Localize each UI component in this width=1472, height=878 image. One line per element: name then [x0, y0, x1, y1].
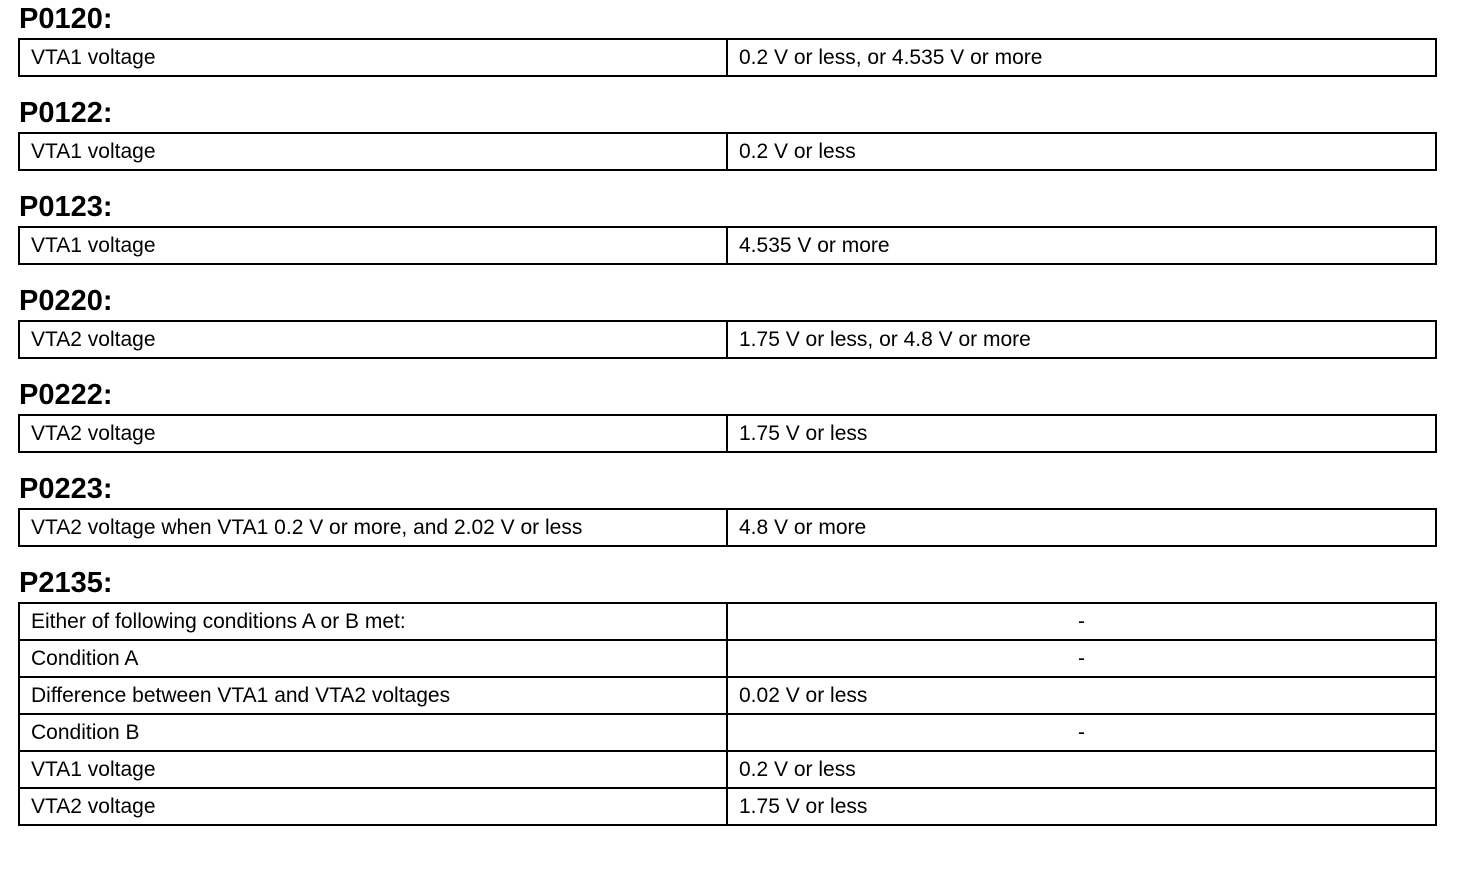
threshold-cell: 1.75 V or less — [727, 415, 1436, 452]
dtc-condition-table — [18, 320, 1437, 359]
dtc-code-heading: P0120: — [19, 3, 113, 35]
condition-cell: VTA1 voltage — [19, 227, 727, 264]
table-row — [19, 509, 1436, 546]
threshold-cell: 0.2 V or less — [727, 133, 1436, 170]
threshold-cell: 1.75 V or less, or 4.8 V or more — [727, 321, 1436, 358]
condition-cell: VTA1 voltage — [19, 39, 727, 76]
condition-cell: Difference between VTA1 and VTA2 voltages — [19, 677, 727, 714]
dtc-condition-table — [18, 508, 1437, 547]
condition-cell: Condition B — [19, 714, 727, 751]
dtc-conditions-document — [18, 2, 1435, 845]
dtc-section-p0122 — [18, 96, 1435, 171]
table-row — [19, 603, 1436, 640]
dtc-section-p0123 — [18, 190, 1435, 265]
dtc-section-p0223 — [18, 472, 1435, 547]
threshold-cell: - — [727, 640, 1436, 677]
table-row — [19, 227, 1436, 264]
dtc-code-heading: P2135: — [19, 567, 113, 599]
dtc-section-p0120 — [18, 2, 1435, 77]
dtc-section-p0222 — [18, 378, 1435, 453]
condition-cell: VTA2 voltage — [19, 321, 727, 358]
condition-cell: VTA2 voltage when VTA1 0.2 V or more, and 2.02 V or less — [19, 509, 727, 546]
dtc-condition-table — [18, 132, 1437, 171]
table-row — [19, 788, 1436, 825]
dtc-section-p0220 — [18, 284, 1435, 359]
threshold-cell: - — [727, 603, 1436, 640]
condition-cell: Condition A — [19, 640, 727, 677]
table-row — [19, 677, 1436, 714]
dtc-condition-table — [18, 602, 1437, 826]
condition-cell: VTA1 voltage — [19, 133, 727, 170]
threshold-cell: 4.535 V or more — [727, 227, 1436, 264]
threshold-cell: 4.8 V or more — [727, 509, 1436, 546]
dtc-condition-table — [18, 414, 1437, 453]
dtc-code-heading: P0222: — [19, 379, 113, 411]
table-row — [19, 415, 1436, 452]
table-row — [19, 39, 1436, 76]
threshold-cell: 1.75 V or less — [727, 788, 1436, 825]
table-row — [19, 640, 1436, 677]
threshold-cell: - — [727, 714, 1436, 751]
dtc-condition-table — [18, 38, 1437, 77]
dtc-code-heading: P0122: — [19, 97, 113, 129]
dtc-section-p2135 — [18, 566, 1435, 826]
table-row — [19, 751, 1436, 788]
dtc-code-heading: P0223: — [19, 473, 113, 505]
dtc-condition-table — [18, 226, 1437, 265]
threshold-cell: 0.02 V or less — [727, 677, 1436, 714]
condition-cell: VTA1 voltage — [19, 751, 727, 788]
threshold-cell: 0.2 V or less — [727, 751, 1436, 788]
condition-cell: VTA2 voltage — [19, 788, 727, 825]
table-row — [19, 321, 1436, 358]
condition-cell: VTA2 voltage — [19, 415, 727, 452]
condition-cell: Either of following conditions A or B met: — [19, 603, 727, 640]
threshold-cell: 0.2 V or less, or 4.535 V or more — [727, 39, 1436, 76]
table-row — [19, 133, 1436, 170]
dtc-code-heading: P0123: — [19, 191, 113, 223]
table-row — [19, 714, 1436, 751]
dtc-code-heading: P0220: — [19, 285, 113, 317]
